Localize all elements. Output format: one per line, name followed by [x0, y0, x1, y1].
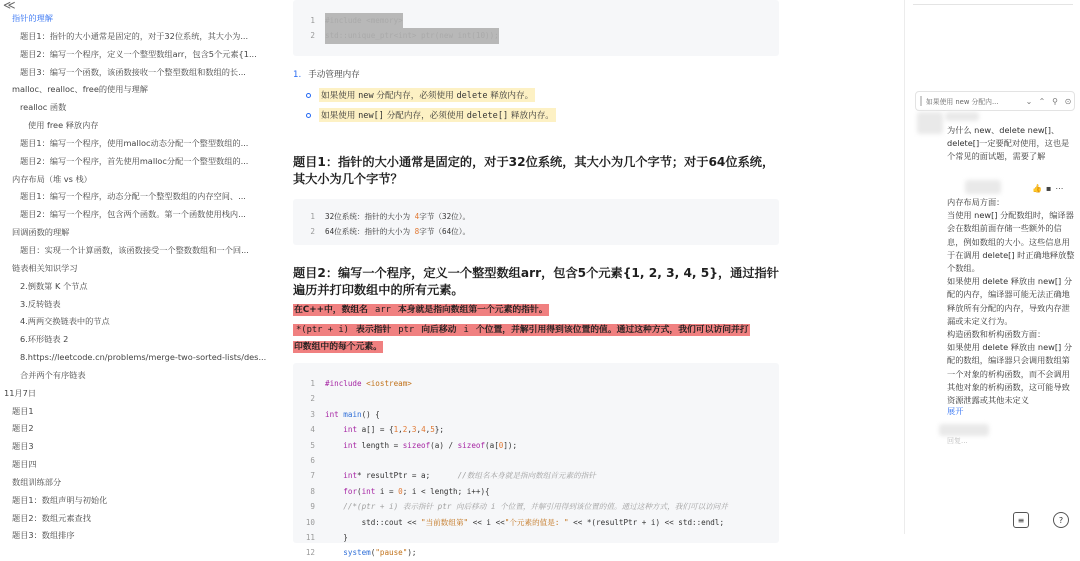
code-line: 7 int* resultPtr = a; //数组名本身就是指向数组首元素的指针 [310, 471, 596, 481]
expand-link[interactable]: 展开 [947, 406, 964, 416]
bullet-icon [306, 93, 311, 98]
link-icon[interactable]: ⚲ [1052, 96, 1058, 106]
outline-item[interactable]: 题目1：数组声明与初始化 [12, 494, 108, 505]
comment-icon[interactable]: ▪ [1045, 184, 1052, 193]
code-line: 2 std::unique_ptr<int> ptr(new int(10)); [295, 28, 779, 43]
double-chevron-left-icon[interactable]: ≪ [3, 0, 16, 12]
code-line: 6 [310, 455, 315, 465]
user-name [945, 112, 979, 121]
outline-item[interactable]: 题目2：编写一个程序，首先使用malloc分配一个整型数组的... [20, 155, 249, 166]
outline-item[interactable]: malloc、realloc、free的使用与理解 [12, 84, 148, 95]
question-1-heading: 题目1：指针的大小通常是固定的，对于32位系统，其大小为几个字节；对于64位系统，其大小为几个字节？ [293, 155, 775, 186]
code-block [293, 0, 779, 56]
code-line: 10 std::cout << "当前数组第" << i <<"个元素的值是: " << *(resultPtr + i) << std::endl; [305, 517, 725, 527]
outline-item[interactable]: 题目1 [12, 405, 34, 416]
code-line: 9 //*(ptr + i) 表示指针 ptr 向后移动 i 个位置，并解引用得到该位置的值。通过这种方式，我们可以访问并 [310, 502, 728, 512]
outline-item[interactable]: 3.反转链表 [20, 298, 61, 309]
bullet-icon [306, 113, 311, 118]
outline-item[interactable]: 题目2：编写一个程序，定义一个整型数组arr，包含5个元素{1... [20, 48, 257, 59]
highlighted-text: 如果使用 new 分配内存，必须使用 delete 释放内存。 [319, 88, 535, 102]
outline-item[interactable]: 合并两个有序链表 [20, 369, 86, 380]
avatar [917, 112, 943, 134]
bullet-item [306, 108, 556, 122]
panel-toolbar [1013, 512, 1069, 528]
highlighted-text: 如果使用 new[] 分配内存，必须使用 delete[] 释放内存。 [319, 108, 556, 122]
outline-item[interactable]: 11月7日 [4, 387, 37, 398]
document-icon[interactable]: ≡ [1013, 512, 1029, 528]
code-line: 4 int a[] = {1,2,3,4,5}; [310, 425, 444, 435]
document-content [262, 0, 902, 558]
assistant-panel [904, 0, 1080, 534]
code-line: 12 system("pause"); [305, 548, 417, 558]
highlighted-explanation: *(ptr + i) 表示指针 ptr 向后移动 i 个位置，并解引用得到该位置的值。通过这种方式，我们可以访问并打 [293, 322, 750, 339]
outline-item[interactable]: 使用 free 释放内存 [28, 120, 99, 131]
outline-item[interactable]: 题目3 [12, 441, 34, 452]
bullet-item [306, 88, 535, 102]
outline-list [0, 10, 267, 545]
outline-item[interactable]: 内存布局（堆 vs 栈） [12, 173, 92, 184]
help-icon[interactable]: ? [1053, 512, 1069, 528]
highlighted-explanation: 在C++中，数组名 arr 本身就是指向数组第一个元素的指针。 [294, 305, 548, 315]
code-line: 1 #include <iostream> [310, 379, 412, 388]
message-actions [1032, 184, 1063, 193]
code-line: 1 32位系统：指针的大小为 4 字节（32位）。 [310, 212, 471, 221]
outline-sidebar [0, 0, 267, 541]
outline-item[interactable]: 题目1：编写一个程序，动态分配一个整型数组的内存空间、... [20, 191, 246, 202]
code-line: 8 for(int i = 0; i < length; i++){ [310, 486, 490, 496]
ordered-list-item: 1. 手动管理内存 [293, 70, 360, 80]
code-line: 11 } [305, 532, 348, 542]
outline-item[interactable]: realloc 函数 [20, 102, 67, 113]
code-line: 2 64位系统：指针的大小为 8 字节（64位）。 [310, 227, 471, 237]
thumbs-up-icon[interactable]: 👍 [1032, 184, 1042, 193]
chevron-down-icon[interactable]: ⌄ [1025, 96, 1033, 106]
outline-item[interactable]: 题目1：编写一个程序，使用malloc动态分配一个整型数组的... [20, 137, 249, 148]
outline-item[interactable]: 指针的理解 [12, 13, 53, 23]
outline-item[interactable]: 题目1：指针的大小通常是固定的，对于32位系统，其大小为... [20, 30, 249, 41]
assistant-reply: 内存布局方面： 当使用 new[] 分配数组时，编译器会在数组前面存储一些额外的信息，例如数组的大小。这些信息用于在调用 delete[] 时正确地释放整个数组。 如果使用 delete 释放由 new[] 分配的内存，编译器可能无法正确地释放所有分配的内存，导致内存泄漏或未定义行为。 构造函数和析构函数方面： 如果使用 delete 释放由 new[] 分配的数组，编译器只会调用数组第一个对象的析构函数，而不会调用其他对象的析构函数，这可能导致资源泄露或其他未定义 [947, 197, 1075, 406]
outline-item[interactable]: 数组训练部分 [12, 476, 62, 487]
outline-item[interactable]: 6.环形链表 2 [20, 334, 69, 345]
chevron-up-icon[interactable]: ⌃ [1038, 96, 1046, 106]
outline-item[interactable]: 8.https://leetcode.cn/problems/merge-two-sorted-lists/des... [20, 352, 267, 363]
outline-item[interactable]: 链表相关知识学习 [12, 262, 78, 273]
program-code-block [293, 363, 779, 558]
outline-item[interactable]: 题目2 [12, 423, 34, 434]
panel-divider [913, 0, 1073, 5]
outline-item[interactable]: 题目四 [12, 459, 37, 470]
highlighted-explanation: 印数组中的每个元素。 [294, 342, 382, 352]
code-line: 1 #include <memory> [295, 13, 779, 28]
more-icon[interactable]: ⋯ [1055, 184, 1064, 193]
user-message: 为什么 new、delete new[]、delete[]一定要配对使用，这也是个常见的面试题，需要了解 [947, 125, 1070, 162]
code-line: 3 int main() { [310, 409, 380, 419]
outline-item[interactable]: 题目3：编写一个函数，该函数接收一个整型数组和数组的长... [20, 66, 246, 77]
outline-item[interactable]: 题目2：编写一个程序，包含两个函数。第一个函数使用栈内... [20, 209, 246, 220]
outline-item[interactable]: 4.两两交换链表中的节点 [20, 316, 110, 327]
outline-item[interactable]: 2.倒数第 K 个节点 [20, 280, 88, 291]
answer-code-block [293, 199, 779, 245]
quoted-selection[interactable]: 如果使用 new 分配内... ⌄ ⌃ ⚲ ⊙ [915, 91, 1075, 111]
outline-item[interactable]: 题目：实现一个计算函数，该函数接受一个整数数组和一个回... [20, 244, 249, 255]
question-2-heading: 题目2：编写一个程序，定义一个整型数组arr，包含5个元素{1, 2, 3, 4, 5}，通过指针遍历并打印数组中的所有元素。 [293, 266, 779, 297]
check-circle-icon[interactable]: ⊙ [1064, 96, 1072, 106]
outline-item[interactable]: 回调函数的理解 [12, 227, 70, 238]
outline-item[interactable]: 题目3：数组排序 [12, 530, 75, 541]
reply-input[interactable]: 回复... [947, 437, 968, 445]
code-line: 2 [310, 394, 315, 404]
code-line: 5 int length = sizeof(a) / sizeof(a[0]); [310, 440, 518, 450]
avatar [939, 424, 989, 436]
avatar [965, 180, 1001, 194]
outline-item[interactable]: 题目2：数组元素查找 [12, 512, 91, 523]
